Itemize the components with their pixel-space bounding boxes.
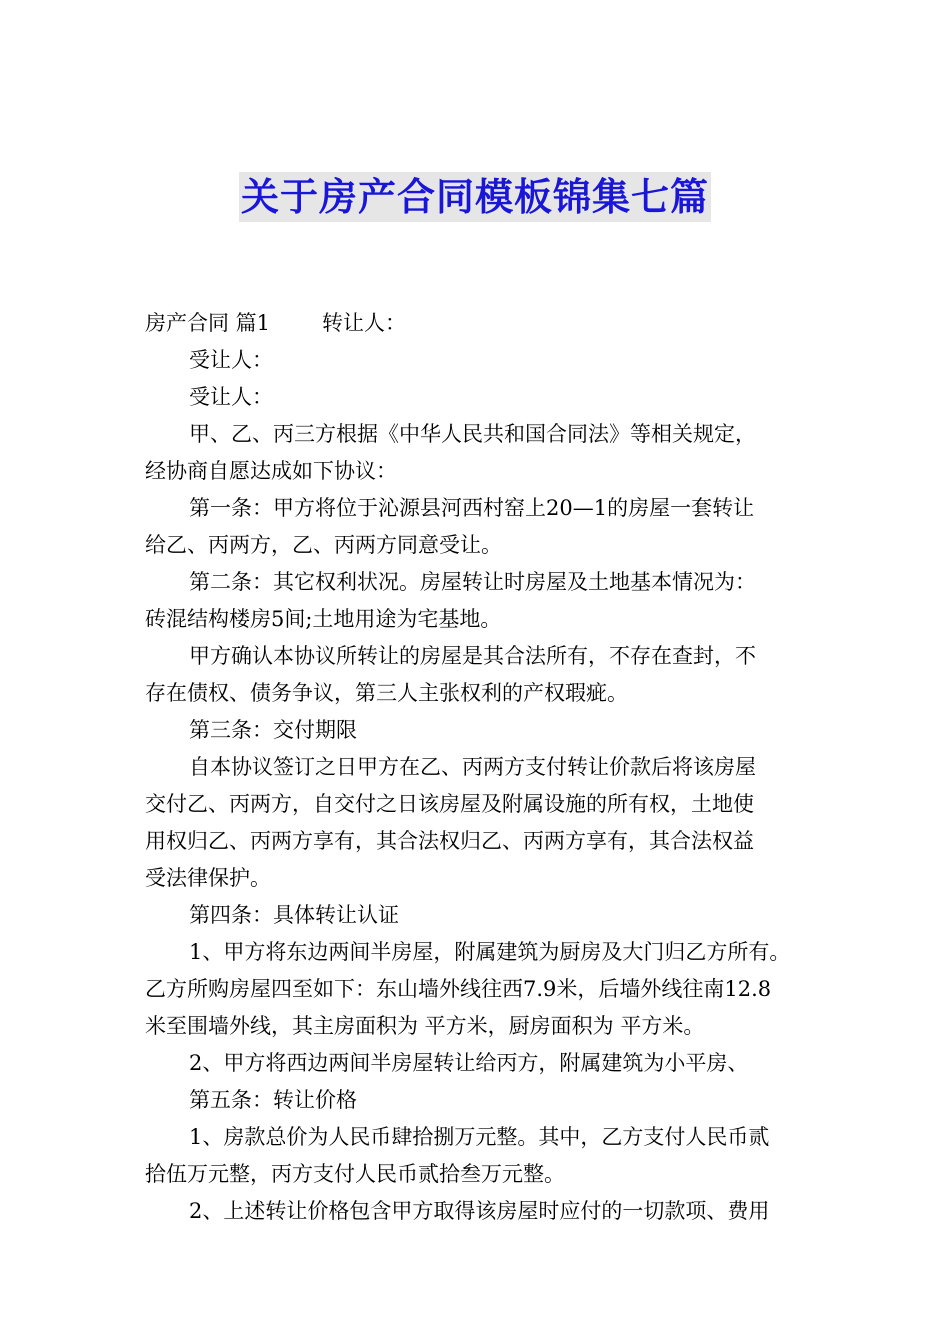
body-line: 1、房款总价为人民币肆拾捌万元整。其中，乙方支付人民币贰	[189, 1125, 770, 1149]
body-line: 1、甲方将东边两间半房屋，附属建筑为厨房及大门归乙方所有。	[189, 940, 791, 964]
body-line: 第四条：具体转让认证	[189, 903, 399, 927]
document-body	[145, 305, 815, 1230]
body-line: 经协商自愿达成如下协议：	[145, 459, 397, 483]
body-line: 用权归乙、丙两方享有，其合法权归乙、丙两方享有，其合法权益	[145, 829, 754, 853]
body-line: 第二条：其它权利状况。房屋转让时房屋及土地基本情况为：	[189, 570, 756, 594]
body-line: 交付乙、丙两方，自交付之日该房屋及附属设施的所有权，土地使	[145, 792, 754, 816]
body-line: 甲、乙、丙三方根据《中华人民共和国合同法》等相关规定，	[189, 422, 756, 446]
body-line: 第三条：交付期限	[189, 718, 357, 742]
body-line: 2、上述转让价格包含甲方取得该房屋时应付的一切款项、费用	[189, 1199, 770, 1223]
body-line: 受让人：	[189, 348, 273, 372]
body-line: 第五条：转让价格	[189, 1088, 357, 1112]
body-line	[145, 305, 815, 342]
body-line: 存在债权、债务争议，第三人主张权利的产权瑕疵。	[145, 681, 628, 705]
body-line: 自本协议签订之日甲方在乙、丙两方支付转让价款后将该房屋	[189, 755, 756, 779]
title-container	[0, 172, 950, 222]
body-line: 第一条：甲方将位于沁源县河西村窑上20—1的房屋一套转让	[189, 496, 755, 520]
line-segment: 转让人：	[322, 311, 407, 335]
document-title: 关于房产合同模板锦集七篇	[239, 172, 711, 222]
body-line: 受法律保护。	[145, 866, 271, 890]
body-line: 给乙、丙两方，乙、丙两方同意受让。	[145, 533, 502, 557]
body-line: 拾伍万元整，丙方支付人民币贰拾叁万元整。	[145, 1162, 565, 1186]
body-line: 2、甲方将西边两间半房屋转让给丙方，附属建筑为小平房、	[189, 1051, 749, 1075]
body-line: 受让人：	[189, 385, 273, 409]
body-line: 甲方确认本协议所转让的房屋是其合法所有，不存在查封，不	[189, 644, 756, 668]
line-segment: 房产合同 篇1	[145, 311, 271, 335]
body-line: 乙方所购房屋四至如下：东山墙外线往西7.9米，后墙外线往南12.8	[145, 977, 772, 1001]
body-line: 米至围墙外线，其主房面积为 平方米，厨房面积为 平方米。	[145, 1014, 705, 1038]
body-line: 砖混结构楼房5间;土地用途为宅基地。	[145, 607, 502, 631]
